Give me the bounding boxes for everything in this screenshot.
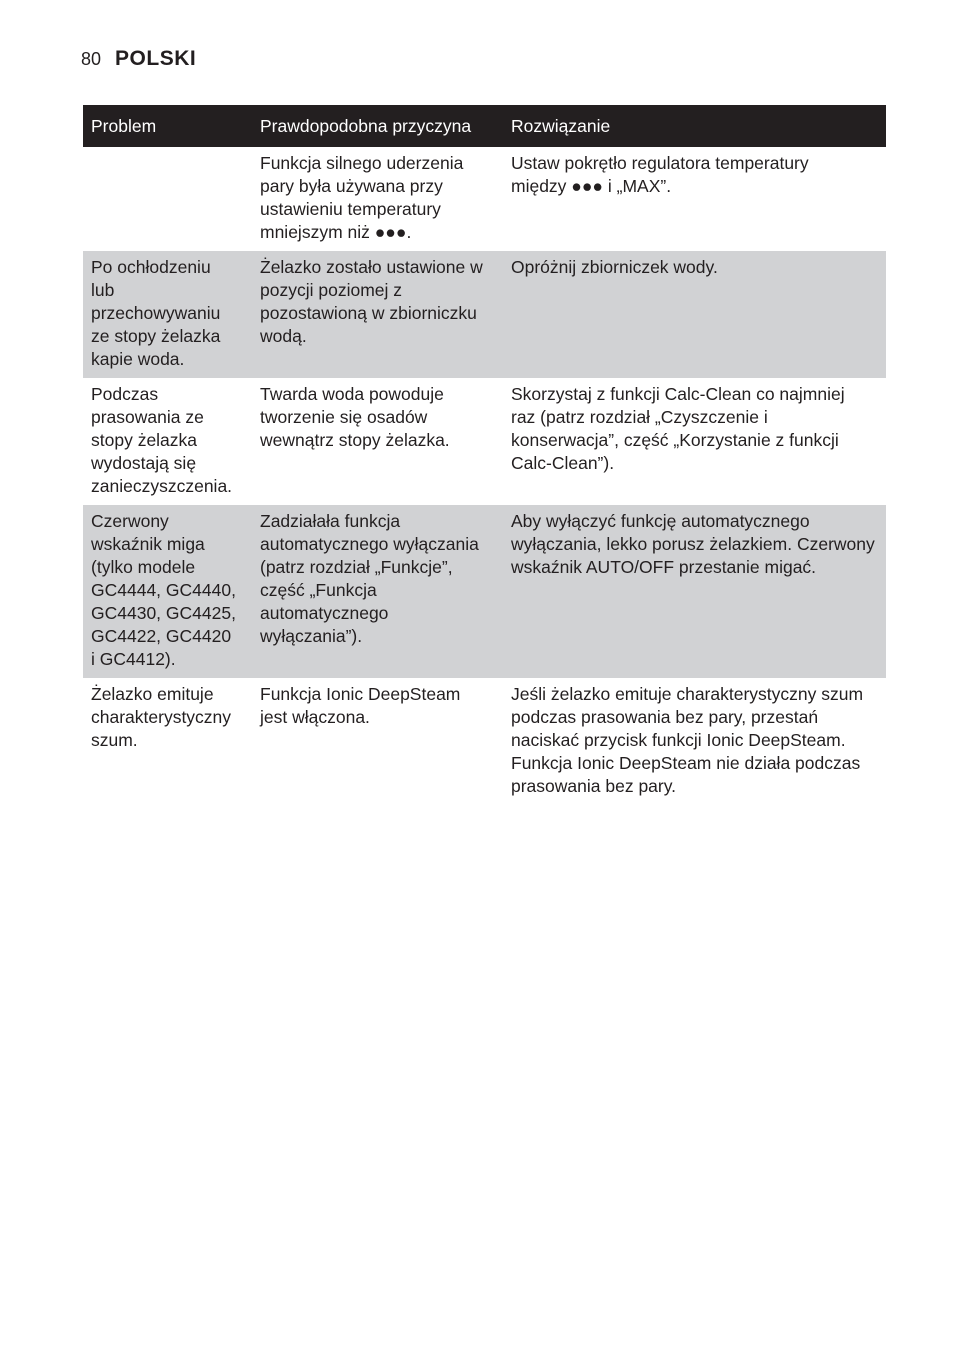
cell-problem: Po ochłodzeniu lub przechowywaniu ze stopy żelazka kapie woda. xyxy=(83,251,252,378)
page-number: 80 xyxy=(81,49,102,69)
cell-solution: Skorzystaj z funkcji Calc-Clean co najmniej raz (patrz rozdział „Czyszczenie i konserwacja”, część „Korzystanie z funkcji Calc-Clean”). xyxy=(511,384,845,473)
cell-solution: Ustaw pokrętło regulatora temperatury między ●●● i „MAX”. xyxy=(511,153,809,196)
cell-cause: Zadziałała funkcja automatycznego wyłączania (patrz rozdział „Funkcje”, część „Funkcja automatycznego wyłączania”). xyxy=(252,505,503,678)
cell-solution: Jeśli żelazko emituje charakterystyczny szum podczas prasowania bez pary, przestań naciskać przycisk funkcji Ionic DeepSteam. Funkcja Ionic DeepSteam nie działa podczas prasowania bez pary. xyxy=(511,684,864,796)
page-language-title: POLSKI xyxy=(115,47,197,70)
cell-problem: Żelazko emituje charakterystyczny szum. xyxy=(91,684,232,750)
table-row xyxy=(83,678,886,805)
page-header xyxy=(81,47,196,71)
cell-problem: Czerwony wskaźnik miga (tylko modele GC4444, GC4440, GC4430, GC4425, GC4422, GC4420 i GC4412). xyxy=(83,505,252,678)
table-row xyxy=(83,378,886,505)
header-problem: Problem xyxy=(83,105,252,147)
troubleshooting-table xyxy=(83,105,886,805)
header-solution: Rozwiązanie xyxy=(503,105,886,147)
cell-cause: Żelazko zostało ustawione w pozycji poziomej z pozostawioną w zbiorniczku wodą. xyxy=(252,251,503,378)
cell-solution: Opróżnij zbiorniczek wody. xyxy=(503,251,886,378)
cell-cause: Funkcja Ionic DeepSteam jest włączona. xyxy=(260,684,461,727)
cell-problem: Podczas prasowania ze stopy żelazka wydostają się zanieczyszczenia. xyxy=(91,384,233,496)
table-row xyxy=(83,147,886,251)
table-header-row xyxy=(83,105,886,147)
table-row xyxy=(83,251,886,378)
cell-problem xyxy=(83,147,252,251)
table-row xyxy=(83,505,886,678)
cell-solution: Aby wyłączyć funkcję automatycznego wyłączania, lekko porusz żelazkiem. Czerwony wskaźnik AUTO/OFF przestanie migać. xyxy=(503,505,886,678)
cell-cause: Funkcja silnego uderzenia pary była używana przy ustawieniu temperatury mniejszym niż ●●●. xyxy=(260,153,464,242)
header-cause: Prawdopodobna przyczyna xyxy=(252,105,503,147)
cell-cause: Twarda woda powoduje tworzenie się osadów wewnątrz stopy żelazka. xyxy=(260,384,450,450)
